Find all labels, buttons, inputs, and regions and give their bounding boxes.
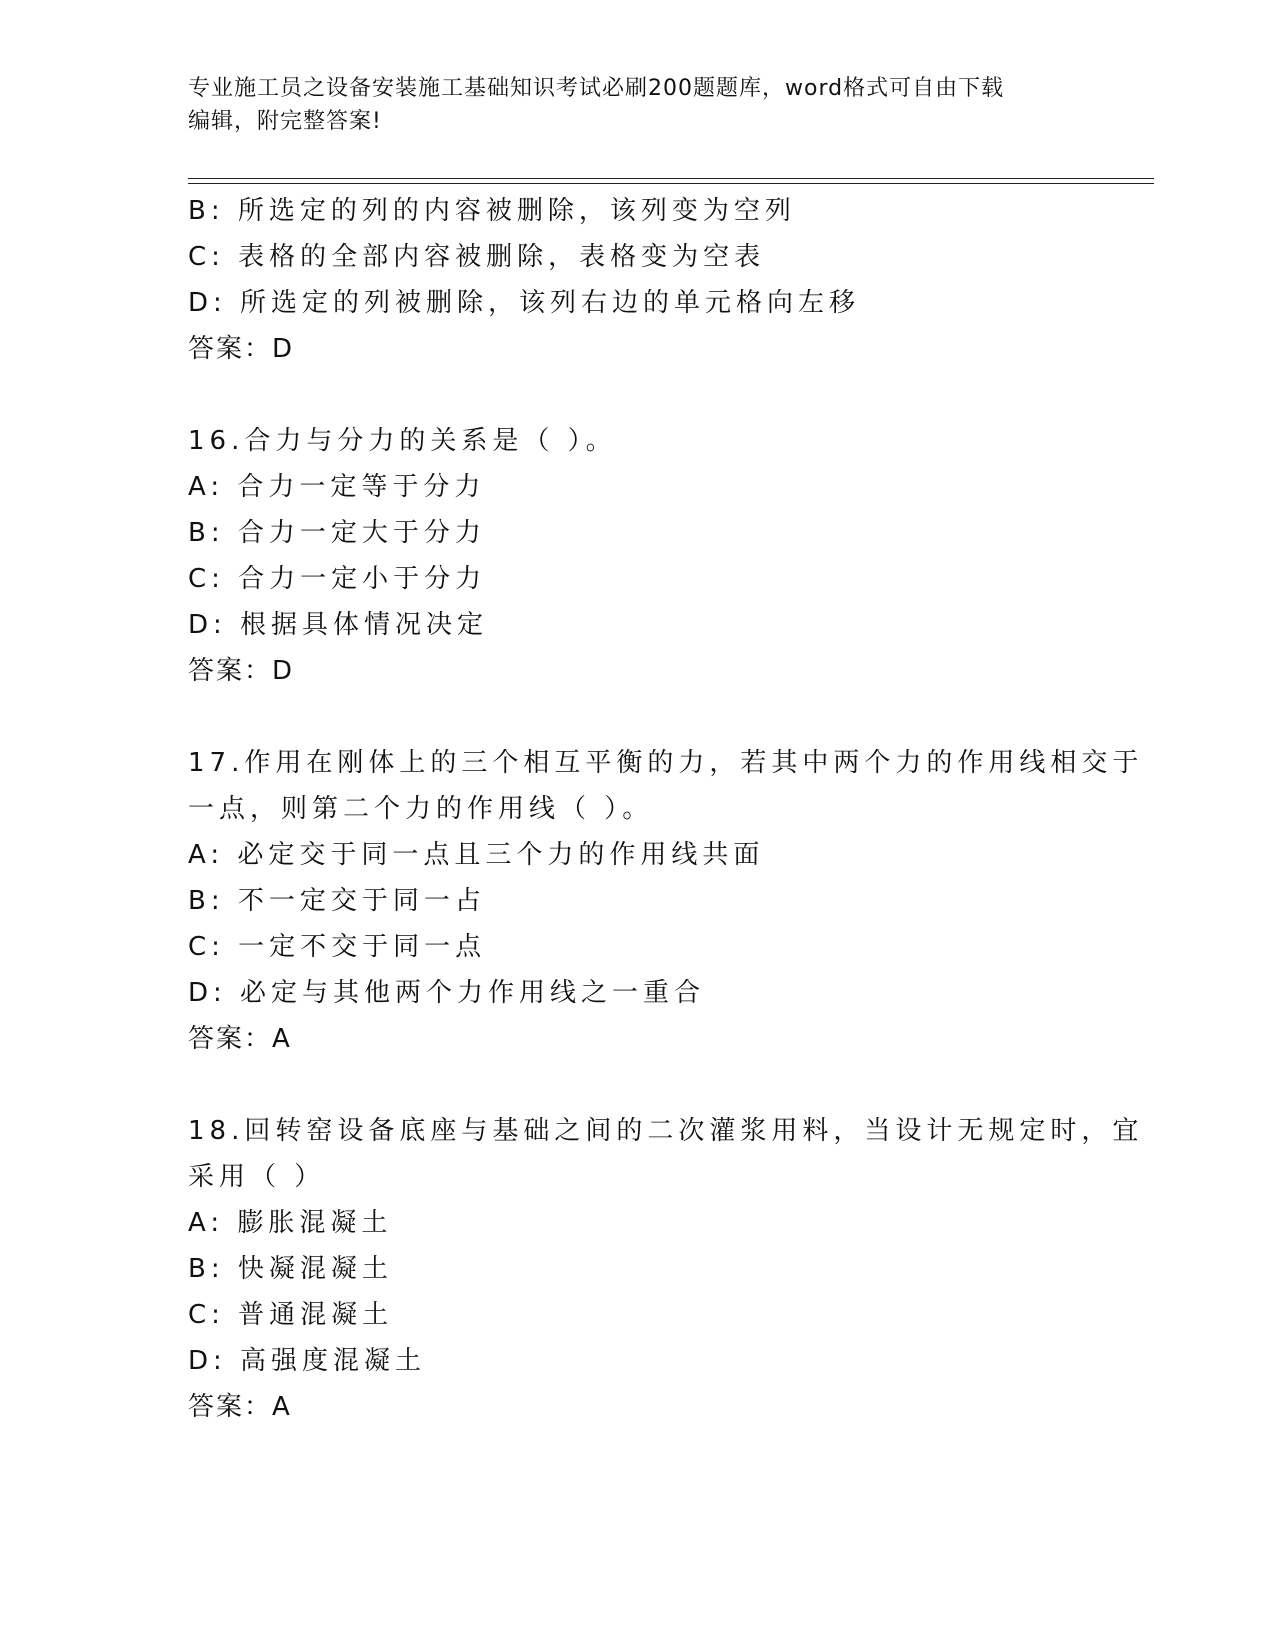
question-17-block xyxy=(188,740,1144,1062)
header-divider-top xyxy=(188,178,1154,179)
document-header xyxy=(188,72,1088,138)
q16-option-a: A: 合力一定等于分力 xyxy=(188,472,486,502)
q18-answer: 答案：A xyxy=(188,1392,292,1422)
q16-option-b: B: 合力一定大于分力 xyxy=(188,518,486,548)
q17-answer: 答案：A xyxy=(188,1024,292,1054)
q16-option-c: C: 合力一定小于分力 xyxy=(188,564,487,594)
q17-option-b: B: 不一定交于同一占 xyxy=(188,886,486,916)
q17-option-d: D: 必定与其他两个力作用线之一重合 xyxy=(188,978,706,1008)
header-divider-bottom xyxy=(188,183,1154,184)
header-title-line-2: 编辑，附完整答案! xyxy=(188,109,382,134)
question-content xyxy=(188,188,1144,1430)
q17-option-c: C: 一定不交于同一点 xyxy=(188,932,487,962)
q18-question-line-1: 18.回转窑设备底座与基础之间的二次灌浆用料，当设计无规定时，宜 xyxy=(188,1116,1144,1146)
q17-option-a: A: 必定交于同一点且三个力的作用线共面 xyxy=(188,840,765,870)
q17-question-line-2: 一点，则第二个力的作用线（ ）。 xyxy=(188,794,654,824)
q15-option-c: C: 表格的全部内容被删除，表格变为空表 xyxy=(188,242,766,272)
spacer xyxy=(188,694,1088,740)
question-16-block xyxy=(188,418,1088,694)
q17-question-line-1: 17.作用在刚体上的三个相互平衡的力，若其中两个力的作用线相交于 xyxy=(188,748,1144,778)
q15-option-d: D: 所选定的列被删除，该列右边的单元格向左移 xyxy=(188,288,861,318)
question-15-block xyxy=(188,188,1088,372)
q18-question-line-2: 采用（ ） xyxy=(188,1162,326,1192)
spacer xyxy=(188,1062,1088,1108)
q16-answer: 答案：D xyxy=(188,656,295,686)
q15-answer: 答案：D xyxy=(188,334,295,364)
q18-option-b: B: 快凝混凝土 xyxy=(188,1254,393,1284)
q18-option-a: A: 膨胀混凝土 xyxy=(188,1208,393,1238)
spacer xyxy=(188,372,1088,418)
q18-option-d: D: 高强度混凝土 xyxy=(188,1346,427,1376)
q15-option-b: B: 所选定的列的内容被删除，该列变为空列 xyxy=(188,196,796,226)
header-title-line-1: 专业施工员之设备安装施工基础知识考试必刷200题题库，word格式可自由下载 xyxy=(188,76,1005,101)
question-18-block xyxy=(188,1108,1144,1430)
q16-option-d: D: 根据具体情况决定 xyxy=(188,610,489,640)
q16-question: 16.合力与分力的关系是（ ）。 xyxy=(188,426,617,456)
q18-option-c: C: 普通混凝土 xyxy=(188,1300,394,1330)
